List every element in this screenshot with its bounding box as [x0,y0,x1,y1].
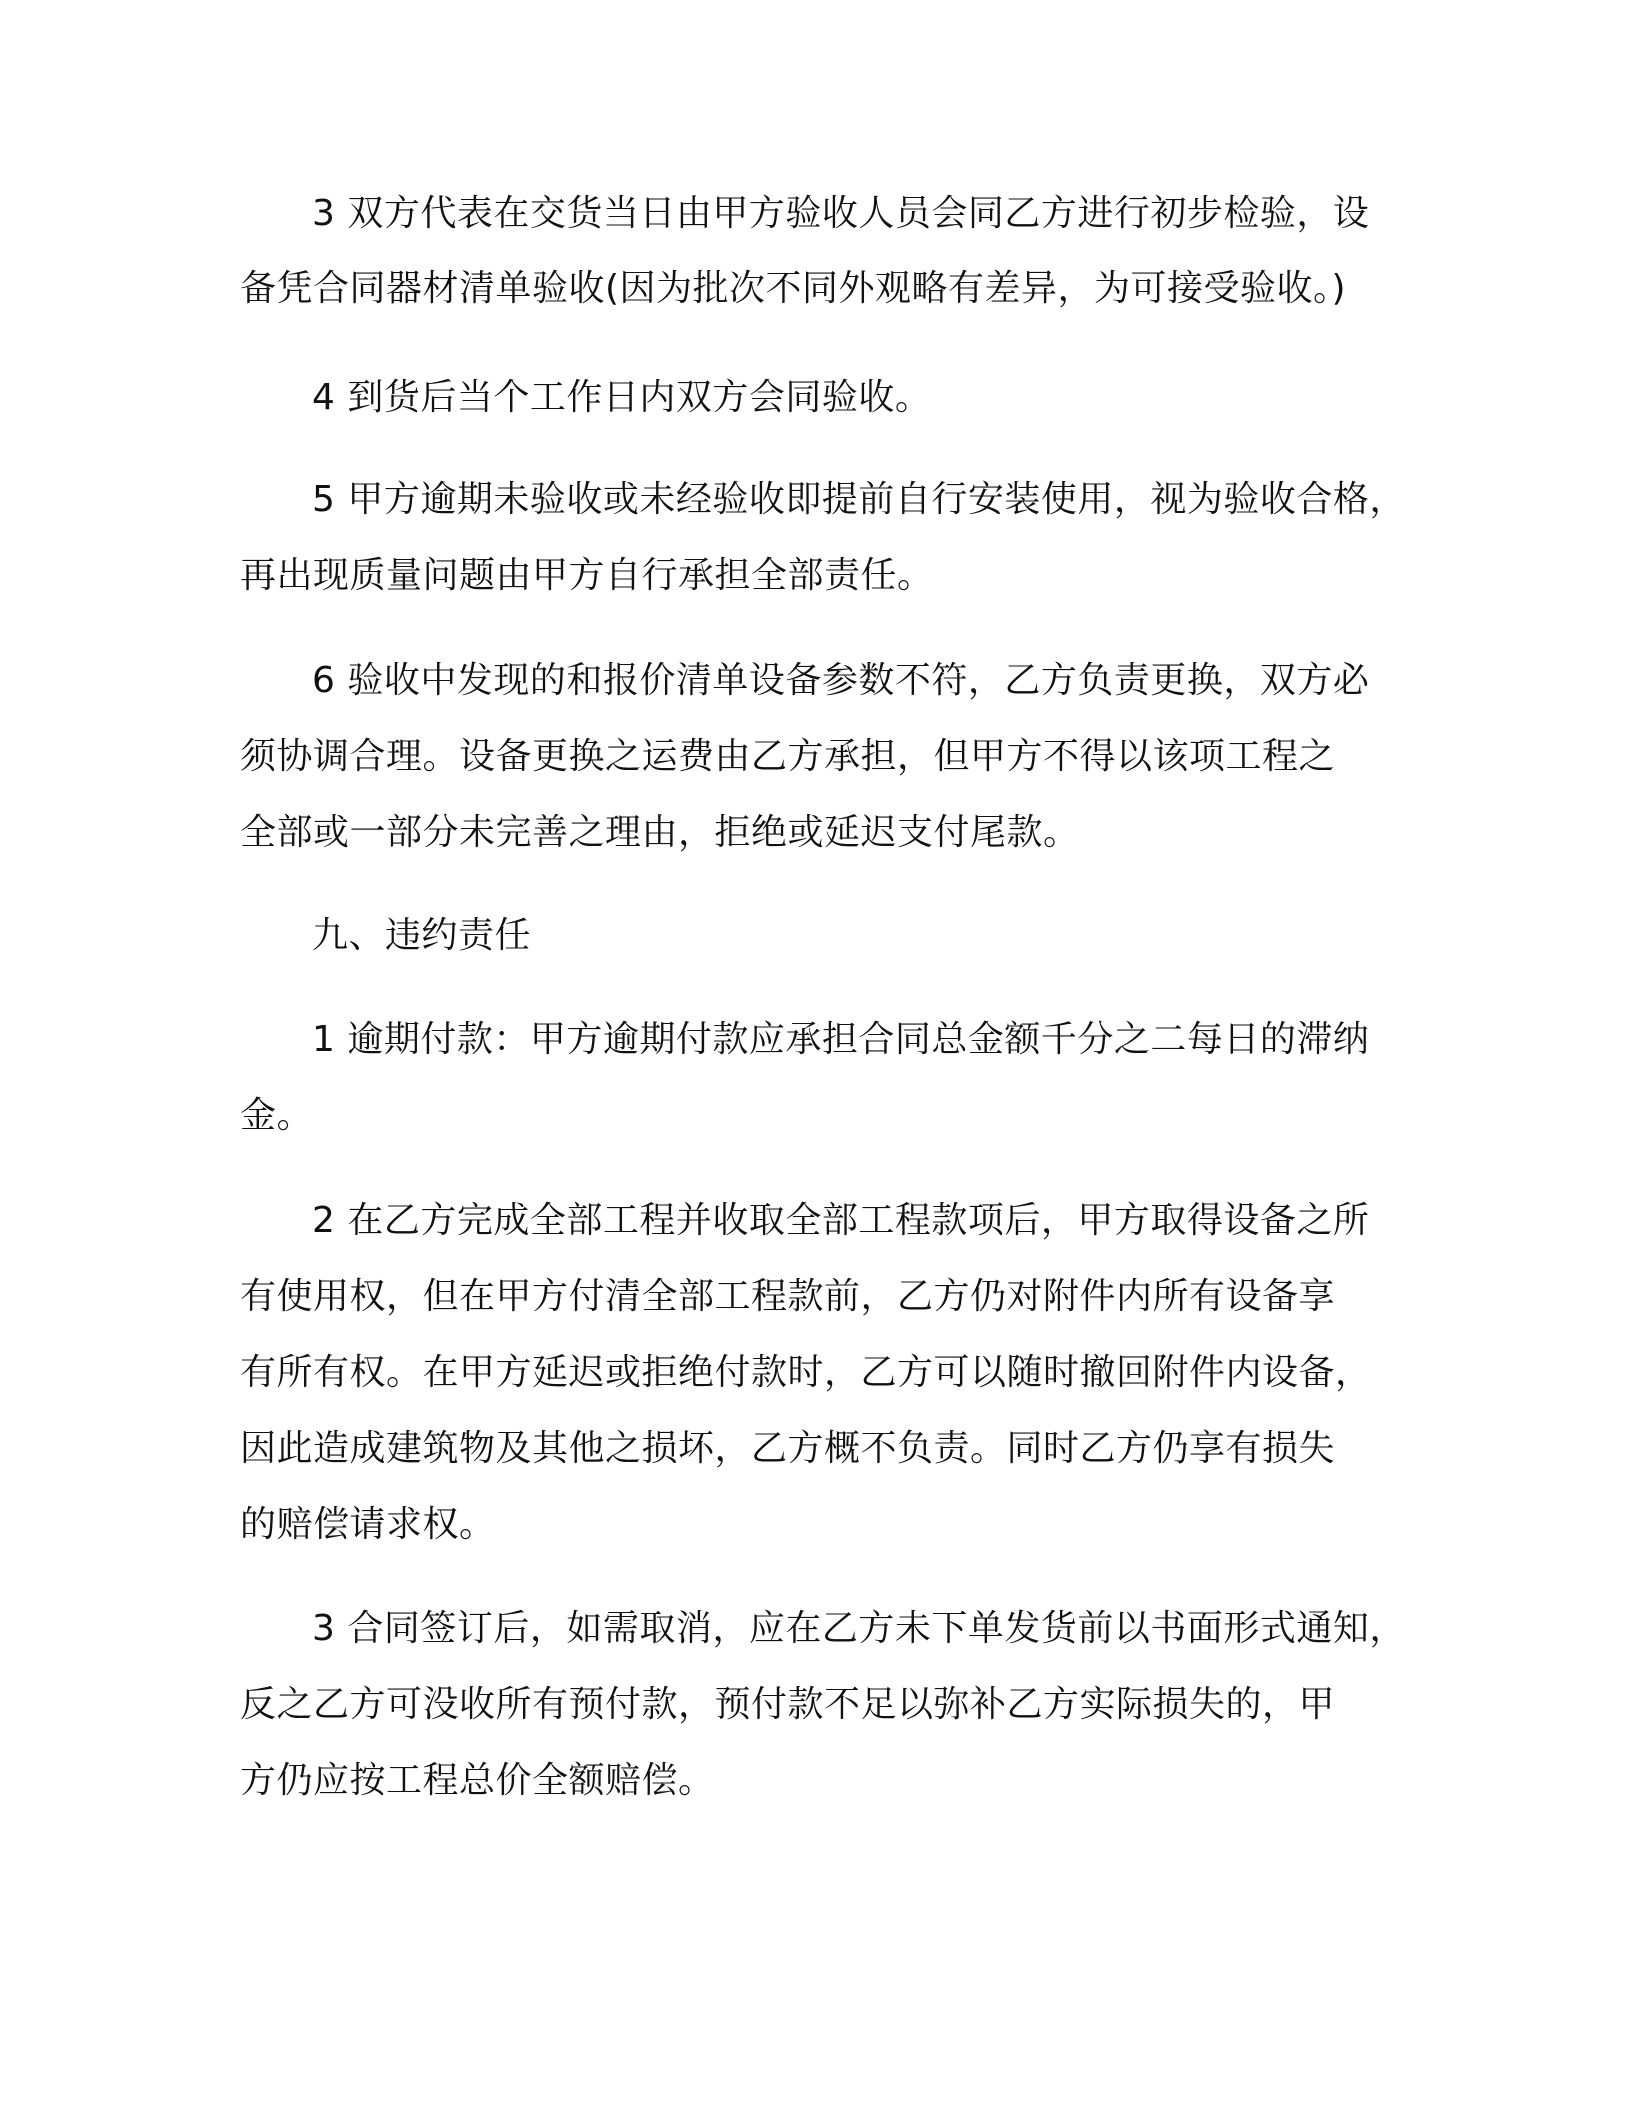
paragraph-3-line-2: 再出现质量问题由甲方自行承担全部责任。 [240,555,934,596]
paragraph-7-line-4: 因此造成建筑物及其他之损坏，乙方概不负责。同时乙方仍享有损失 [240,1428,1336,1469]
paragraph-1-line-1: 3 双方代表在交货当日由甲方验收人员会同乙方进行初步检验，设 [312,193,1370,234]
paragraph-8-line-3: 方仍应按工程总价全额赔偿。 [240,1760,715,1801]
paragraph-3-line-1: 5 甲方逾期未验收或未经验收即提前自行安装使用，视为验收合格， [312,479,1406,520]
paragraph-7-line-5: 的赔偿请求权。 [240,1504,496,1545]
paragraph-7-line-1: 2 在乙方完成全部工程并收取全部工程款项后，甲方取得设备之所 [312,1200,1370,1241]
paragraph-2-line-1: 4 到货后当个工作日内双方会同验收。 [312,377,932,418]
paragraph-7-line-3: 有所有权。在甲方延迟或拒绝付款时，乙方可以随时撤回附件内设备， [240,1352,1372,1393]
paragraph-8-line-1: 3 合同签订后，如需取消，应在乙方未下单发货前以书面形式通知， [312,1608,1406,1649]
paragraph-4-line-2: 须协调合理。设备更换之运费由乙方承担，但甲方不得以该项工程之 [240,736,1336,777]
paragraph-4-line-1: 6 验收中发现的和报价清单设备参数不符，乙方负责更换，双方必 [312,660,1370,701]
paragraph-6-line-1: 1 逾期付款：甲方逾期付款应承担合同总金额千分之二每日的滞纳 [312,1019,1370,1060]
paragraph-1-line-2: 备凭合同器材清单验收(因为批次不同外观略有差异，为可接受验收。) [240,268,1347,309]
paragraph-4-line-3: 全部或一部分未完善之理由，拒绝或延迟支付尾款。 [240,812,1080,853]
paragraph-8-line-2: 反之乙方可没收所有预付款，预付款不足以弥补乙方实际损失的，甲 [240,1684,1336,1725]
paragraph-7-line-2: 有使用权，但在甲方付清全部工程款前，乙方仍对附件内所有设备享 [240,1276,1336,1317]
section-heading: 九、违约责任 [312,915,532,956]
paragraph-6-line-2: 金。 [240,1095,314,1136]
